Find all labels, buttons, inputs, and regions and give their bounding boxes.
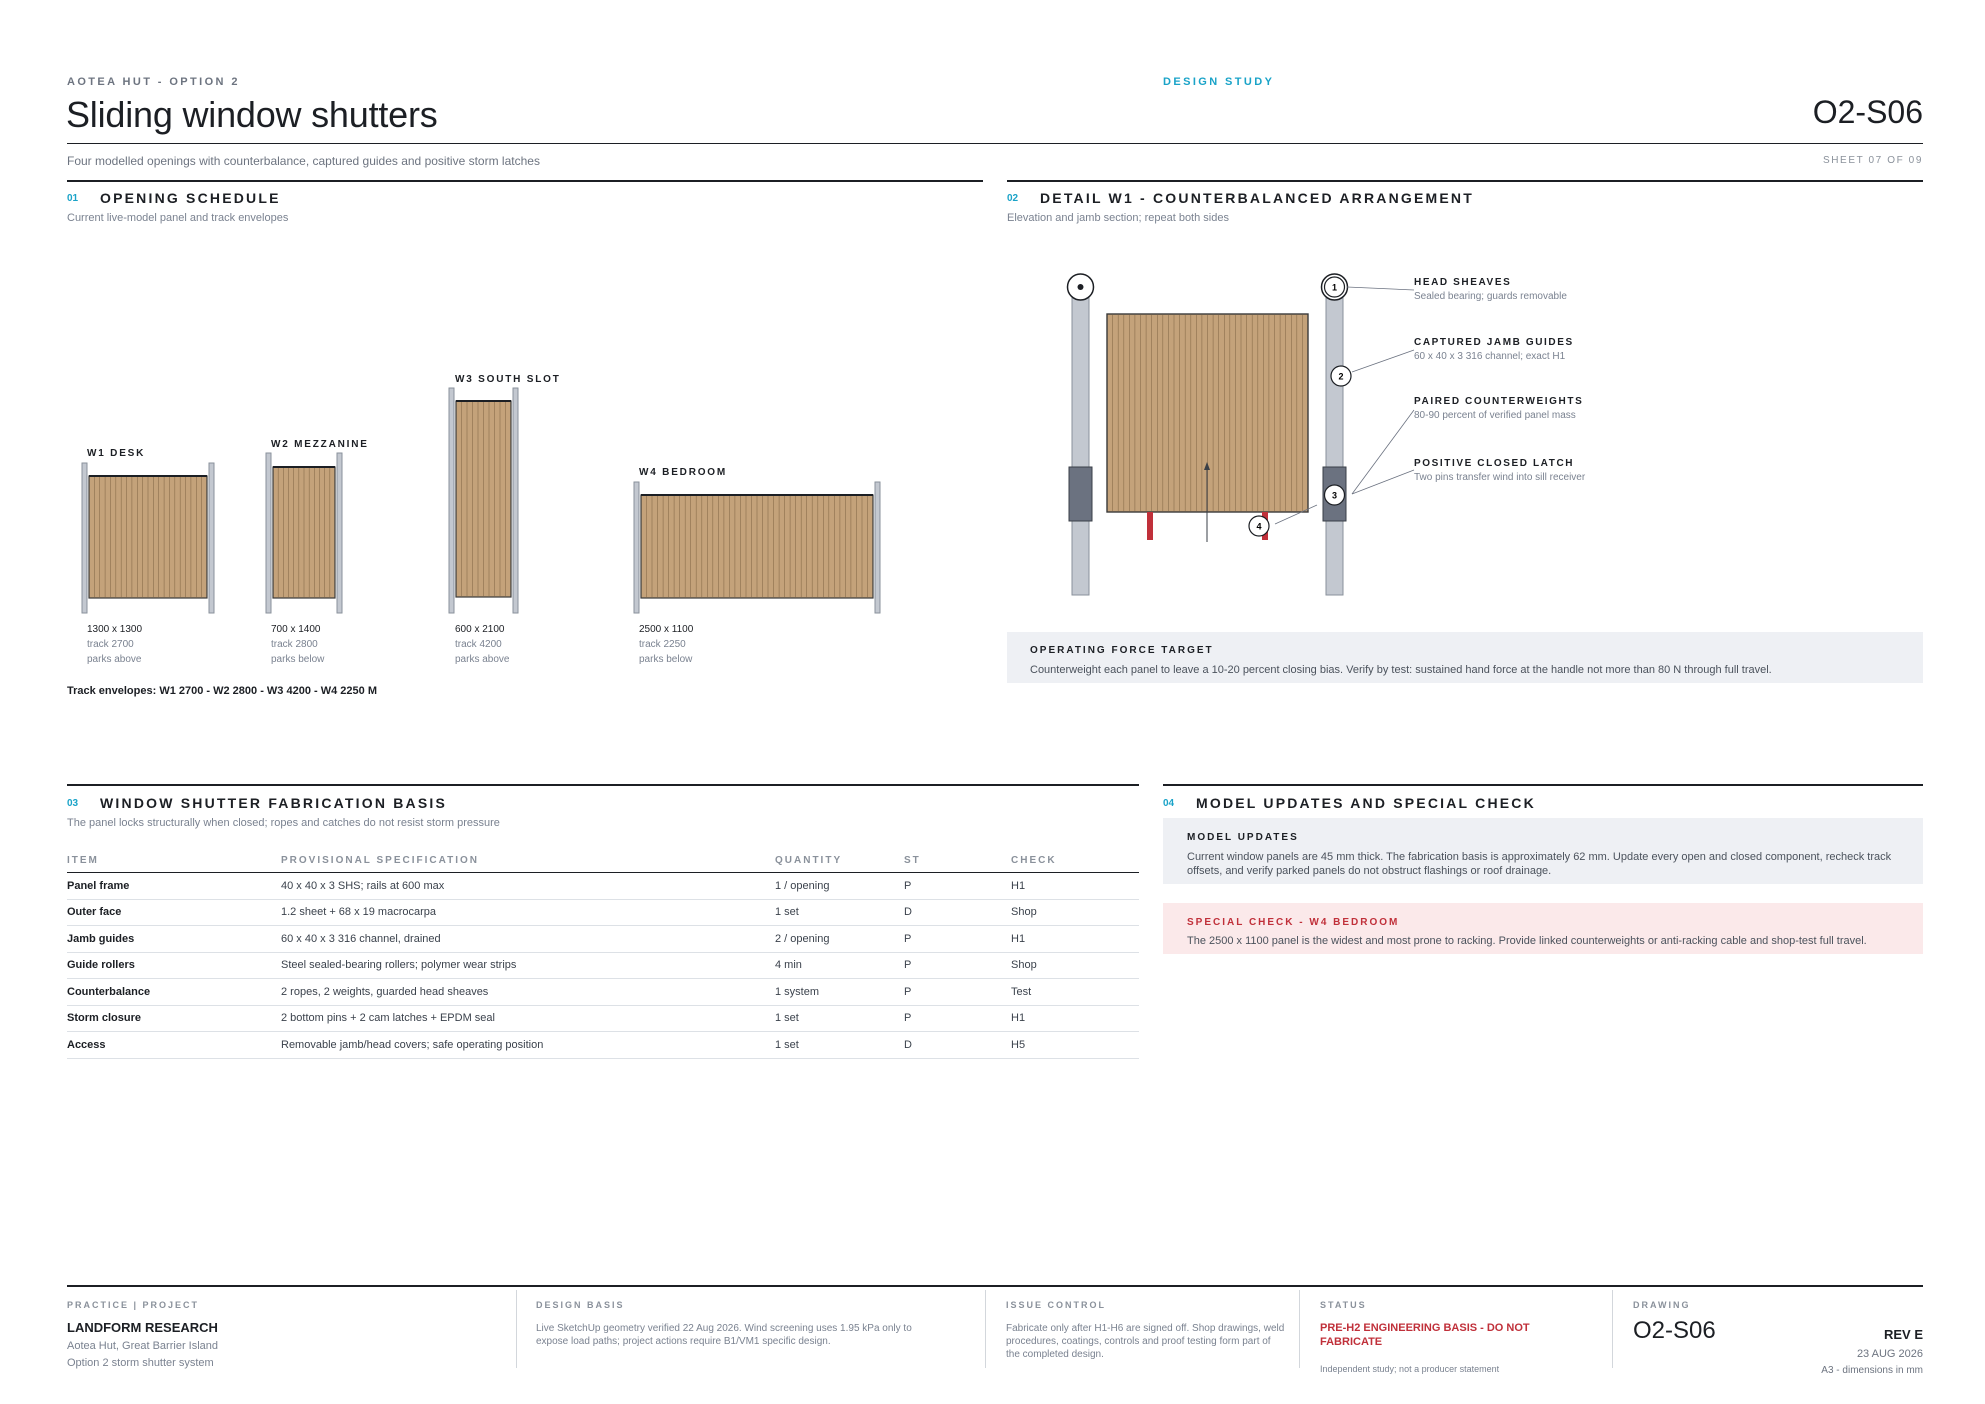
panel-size-w3: 600 x 2100 (455, 624, 505, 635)
cell-item: Panel frame (67, 873, 281, 900)
special-check-title: SPECIAL CHECK - W4 BEDROOM (1187, 917, 1400, 928)
page-title: Sliding window shutters (66, 94, 438, 135)
footer-drawing (1633, 1300, 1923, 1380)
section1-subtitle: Current live-model panel and track envelopes (67, 212, 289, 224)
footer-divider (985, 1290, 986, 1368)
marker-1-icon (1325, 277, 1345, 297)
section2-number: 02 (1007, 193, 1019, 204)
cell-st: P (904, 873, 1011, 900)
panel-size-w4: 2500 x 1100 (639, 624, 694, 635)
model-updates-title: MODEL UPDATES (1187, 832, 1299, 843)
cell-check: H1 (1011, 873, 1139, 900)
callout-sub: Two pins transfer wind into sill receiver (1414, 472, 1586, 483)
panel-drawing-w4 (632, 480, 882, 615)
cell-qty: 4 min (775, 952, 904, 979)
callout-closed-latch (1414, 458, 1585, 483)
callout-title: PAIRED COUNTERWEIGHTS (1414, 396, 1584, 407)
callout-head-sheaves (1414, 277, 1567, 302)
cell-check: Shop (1011, 952, 1139, 979)
panel-size-w1: 1300 x 1300 (87, 624, 143, 635)
table-row (67, 952, 1139, 979)
cell-item: Counterbalance (67, 979, 281, 1006)
project-kicker: AOTEA HUT - OPTION 2 (67, 76, 240, 88)
callout-title: HEAD SHEAVES (1414, 277, 1512, 288)
footer-design-basis (536, 1300, 936, 1348)
col-spec: PROVISIONAL SPECIFICATION (281, 855, 775, 873)
panel-drawing-w3 (447, 386, 521, 615)
cell-st: D (904, 899, 1011, 926)
cell-spec: Removable jamb/head covers; safe operating position (281, 1032, 775, 1059)
panel-meta-w3 (455, 622, 509, 667)
callout-title: CAPTURED JAMB GUIDES (1414, 337, 1574, 348)
section3-title: WINDOW SHUTTER FABRICATION BASIS (100, 795, 448, 811)
cell-qty: 1 / opening (775, 873, 904, 900)
panel-meta-w4 (639, 622, 693, 667)
cell-item: Storm closure (67, 1005, 281, 1032)
footer-divider (516, 1290, 517, 1368)
cell-spec: 60 x 40 x 3 316 channel, drained (281, 926, 775, 953)
section4-number: 04 (1163, 798, 1175, 809)
callout-jamb-guides (1414, 337, 1574, 362)
cell-item: Guide rollers (67, 952, 281, 979)
cell-spec: 1.2 sheet + 68 x 19 macrocarpa (281, 899, 775, 926)
model-updates-box (1163, 818, 1923, 884)
design-study-kicker: DESIGN STUDY (1163, 76, 1275, 88)
footer-practice (67, 1300, 507, 1372)
footer-sheet-note: A3 - dimensions in mm (1821, 1365, 1923, 1376)
svg-text:3: 3 (1331, 490, 1338, 501)
col-item: ITEM (67, 855, 281, 873)
footer-divider (1299, 1290, 1300, 1368)
cell-check: H1 (1011, 1005, 1139, 1032)
practice-line-1: Aotea Hut, Great Barrier Island (67, 1340, 219, 1352)
svg-text:4: 4 (1256, 521, 1262, 532)
footer-basis-text: Live SketchUp geometry verified 22 Aug 2026. Wind screening uses 1.95 kPa only to expose load paths; project actions require B1/VM1 specific design. (536, 1323, 912, 1347)
svg-text:1: 1 (1331, 282, 1338, 293)
practice-name: LANDFORM RESEARCH (67, 1320, 218, 1335)
drawing-code: O2-S06 (1812, 94, 1923, 130)
panel-track-w1: track 2700 (87, 639, 134, 650)
panel-park-w1: parks above (87, 654, 142, 665)
table-row (67, 926, 1139, 953)
fabrication-table (67, 855, 1139, 1059)
cell-item: Access (67, 1032, 281, 1059)
panel-label-w1: W1 DESK (87, 448, 146, 459)
cell-st: P (904, 926, 1011, 953)
col-status: ST (904, 855, 1011, 873)
footer-practice-kicker: PRACTICE | PROJECT (67, 1300, 200, 1310)
footer-issue-text: Fabricate only after H1-H6 are signed off. Shop drawings, weld procedures, coatings, controls and proof testing form part of the completed design. (1006, 1323, 1285, 1360)
panel-size-w2: 700 x 1400 (271, 624, 321, 635)
panel-track-w3: track 4200 (455, 639, 502, 650)
section1-number: 01 (67, 193, 79, 204)
track-envelopes: Track envelopes: W1 2700 - W2 2800 - W3 4200 - W4 2250 M (67, 685, 377, 697)
header-rule (67, 143, 1923, 144)
callout-title: POSITIVE CLOSED LATCH (1414, 458, 1575, 469)
cell-st: P (904, 979, 1011, 1006)
footer-date: 23 AUG 2026 (1856, 1348, 1923, 1360)
section2-subtitle: Elevation and jamb section; repeat both sides (1007, 212, 1229, 224)
section3-rule (67, 784, 1139, 786)
operating-force-title: OPERATING FORCE TARGET (1030, 645, 1214, 656)
cell-qty: 2 / opening (775, 926, 904, 953)
table-row (67, 1005, 1139, 1032)
col-quantity: QUANTITY (775, 855, 904, 873)
panel-park-w2: parks below (271, 654, 325, 665)
footer-rule (67, 1285, 1923, 1287)
footer-issue-kicker: ISSUE CONTROL (1006, 1300, 1107, 1310)
table-row (67, 873, 1139, 900)
special-check-box (1163, 903, 1923, 954)
section4-title: MODEL UPDATES AND SPECIAL CHECK (1196, 795, 1536, 811)
cell-check: Test (1011, 979, 1139, 1006)
detail-w1-drawing (1007, 260, 1427, 605)
special-check-text: The 2500 x 1100 panel is the widest and most prone to racking. Provide linked counterweights or anti-racking cable and shop-test full travel. (1187, 935, 1867, 947)
cell-check: H1 (1011, 926, 1139, 953)
cell-item: Outer face (67, 899, 281, 926)
page-subtitle: Four modelled openings with counterbalance, captured guides and positive storm latches (67, 154, 540, 168)
cell-qty: 1 system (775, 979, 904, 1006)
cell-qty: 1 set (775, 1005, 904, 1032)
table-row (67, 1032, 1139, 1059)
table-row (67, 979, 1139, 1006)
callout-sub: 80-90 percent of verified panel mass (1414, 410, 1576, 421)
model-updates-text: Current window panels are 45 mm thick. The fabrication basis is approximately 62 mm. Update every open and closed component, recheck track offsets, and verify parked panels do not obstruct flashings or roof drainage. (1187, 851, 1892, 877)
section2-rule (1007, 180, 1923, 182)
section3-subtitle: The panel locks structurally when closed; ropes and catches do not resist storm pressure (67, 817, 500, 829)
cell-check: Shop (1011, 899, 1139, 926)
footer-status (1320, 1300, 1610, 1376)
panel-meta-w2 (271, 622, 324, 667)
footer-drawing-code: O2-S06 (1633, 1317, 1716, 1344)
panel-track-w2: track 2800 (271, 639, 318, 650)
panel-meta-w1 (87, 622, 142, 667)
section1-rule (67, 180, 983, 182)
marker-3-icon (1325, 485, 1345, 505)
footer-status-kicker: STATUS (1320, 1300, 1367, 1310)
section2-title: DETAIL W1 - COUNTERBALANCED ARRANGEMENT (1040, 190, 1474, 206)
footer-issue-control (1006, 1300, 1286, 1361)
table-header-row (67, 855, 1139, 873)
operating-force-text: Counterweight each panel to leave a 10-20 percent closing bias. Verify by test: sustained hand force at the handle not more than 80 N through full travel. (1030, 664, 1772, 676)
cell-qty: 1 set (775, 1032, 904, 1059)
section3-number: 03 (67, 798, 79, 809)
footer-basis-kicker: DESIGN BASIS (536, 1300, 625, 1310)
callout-sub: Sealed bearing; guards removable (1414, 291, 1567, 302)
cell-spec: 2 bottom pins + 2 cam latches + EPDM seal (281, 1005, 775, 1032)
footer-status-text: PRE-H2 ENGINEERING BASIS - DO NOT FABRICATE (1320, 1322, 1530, 1348)
section4-rule (1163, 784, 1923, 786)
panel-label-w2: W2 MEZZANINE (271, 439, 369, 450)
sheet-number: SHEET 07 OF 09 (1822, 155, 1923, 166)
cell-spec: Steel sealed-bearing rollers; polymer wear strips (281, 952, 775, 979)
col-check: CHECK (1011, 855, 1139, 873)
operating-force-box (1007, 632, 1923, 683)
footer-status-note: Independent study; not a producer statement (1320, 1364, 1500, 1374)
callout-sub: 60 x 40 x 3 316 channel; exact H1 (1414, 351, 1566, 362)
cell-qty: 1 set (775, 899, 904, 926)
footer-drawing-kicker: DRAWING (1633, 1300, 1691, 1310)
cell-item: Jamb guides (67, 926, 281, 953)
cell-spec: 2 ropes, 2 weights, guarded head sheaves (281, 979, 775, 1006)
callout-counterweights (1414, 396, 1583, 421)
section1-title: OPENING SCHEDULE (100, 190, 281, 206)
panel-track-w4: track 2250 (639, 639, 686, 650)
panel-drawing-w1 (80, 460, 216, 615)
panel-park-w3: parks above (455, 654, 510, 665)
cell-spec: 40 x 40 x 3 SHS; rails at 600 max (281, 873, 775, 900)
svg-text:2: 2 (1338, 371, 1344, 382)
panel-label-w4: W4 BEDROOM (639, 467, 727, 478)
cell-st: P (904, 1005, 1011, 1032)
footer-divider (1612, 1290, 1613, 1368)
panel-park-w4: parks below (639, 654, 693, 665)
practice-line-2: Option 2 storm shutter system (67, 1357, 214, 1369)
panel-label-w3: W3 SOUTH SLOT (455, 374, 561, 385)
table-row (67, 899, 1139, 926)
cell-st: D (904, 1032, 1011, 1059)
cell-st: P (904, 952, 1011, 979)
cell-check: H5 (1011, 1032, 1139, 1059)
panel-drawing-w2 (264, 450, 346, 615)
marker-2-icon (1331, 366, 1351, 386)
footer-revision: REV E (1883, 1327, 1923, 1342)
marker-4-icon (1249, 516, 1269, 536)
